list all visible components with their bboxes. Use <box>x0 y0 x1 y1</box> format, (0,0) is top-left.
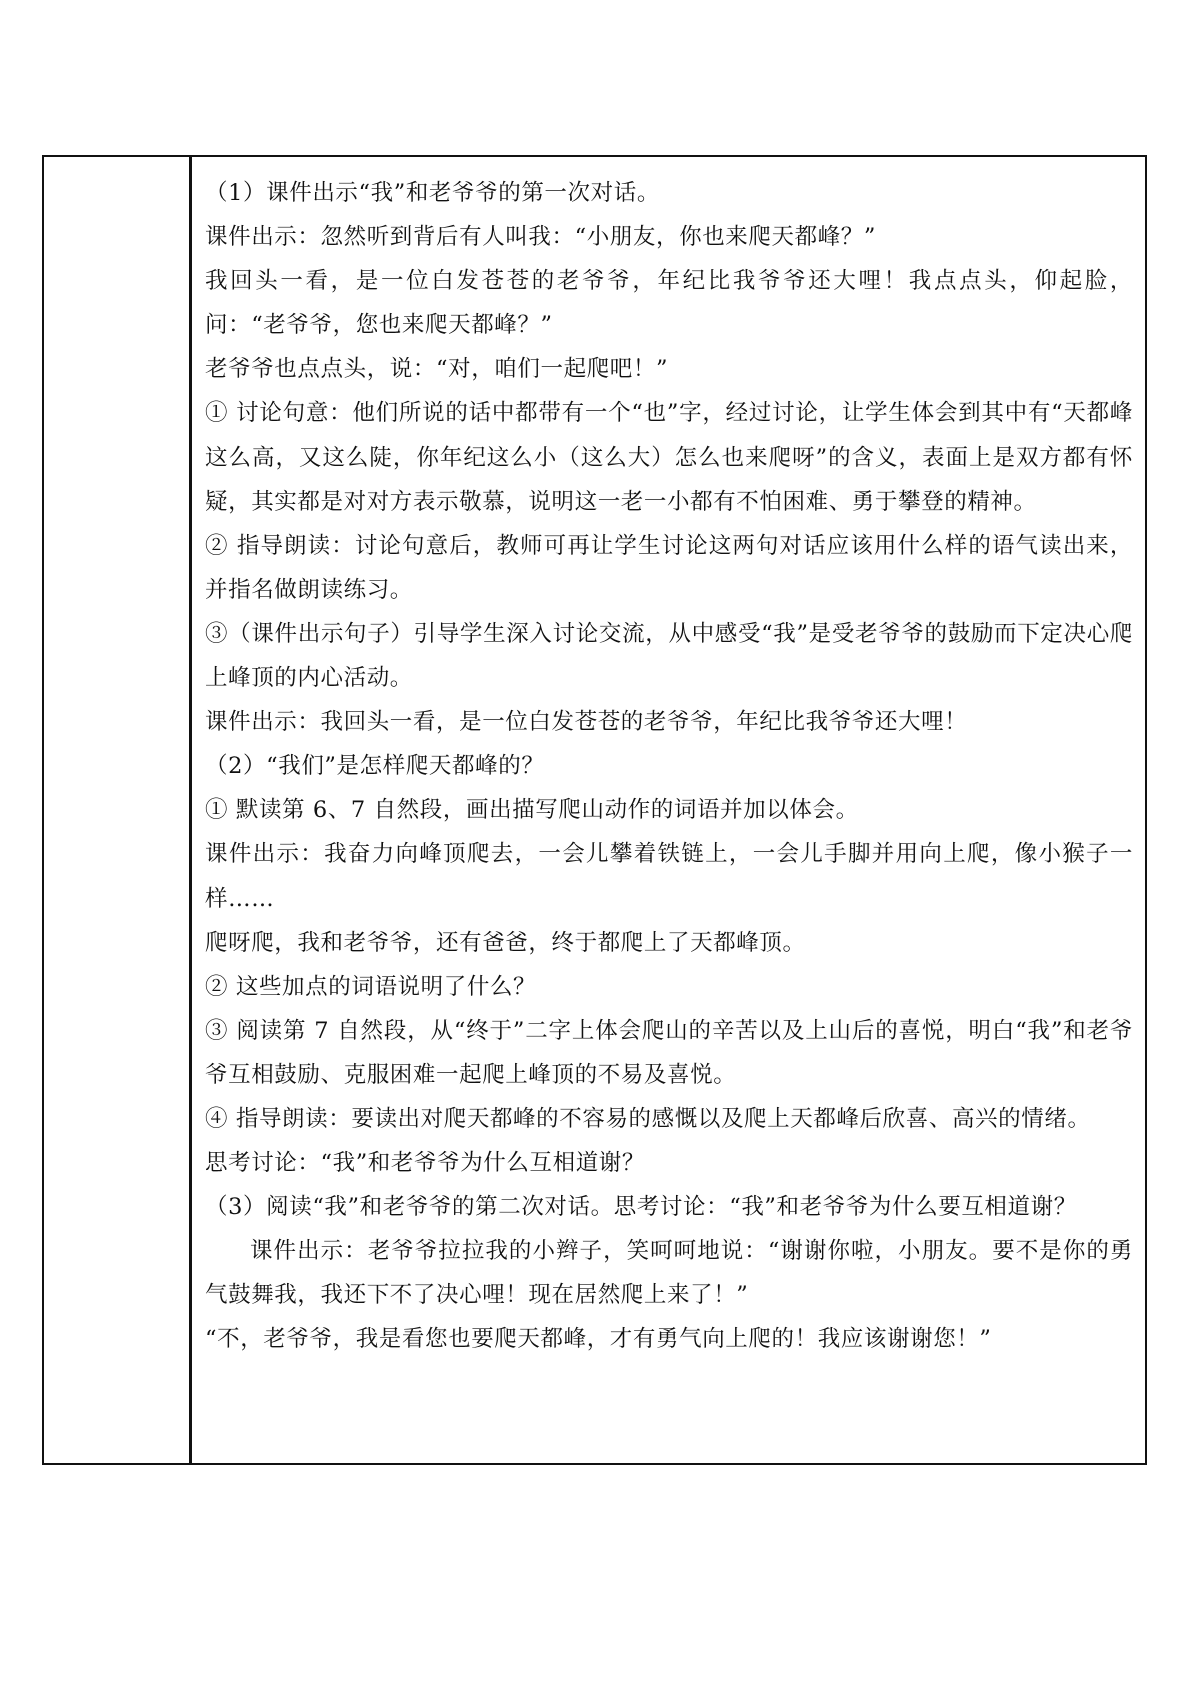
paragraph: ① 默读第 6、7 自然段，画出描写爬山动作的词语并加以体会。 <box>205 797 859 824</box>
paragraph: （3）阅读“我”和老爷爷的第二次对话。思考讨论：“我”和老爷爷为什么要互相道谢？ <box>205 1194 1077 1221</box>
paragraph: （1）课件出示“我”和老爷爷的第一次对话。 <box>205 180 660 206</box>
paragraph: 课件出示：忽然听到背后有人叫我：“小朋友，你也来爬天都峰？” <box>205 224 877 251</box>
paragraph: 课件出示：我回头一看，是一位白发苍苍的老爷爷，年纪比我爷爷还大哩！ <box>205 709 968 736</box>
paragraph: （2）“我们”是怎样爬天都峰的？ <box>205 753 545 780</box>
paragraph: 老爷爷也点点头，说：“对，咱们一起爬吧！” <box>205 356 669 383</box>
paragraph: 课件出示：我奋力向峰顶爬去，一会儿攀着铁链上，一会儿手脚并用向上爬，像小猴子一样…… <box>205 841 1133 912</box>
paragraph: 我回头一看，是一位白发苍苍的老爷爷，年纪比我爷爷还大哩！我点点头，仰起脸，问：“老爷爷，您也来爬天都峰？” <box>205 268 1133 339</box>
lesson-table <box>42 155 1147 1465</box>
table-left-cell <box>44 157 192 1463</box>
paragraph: ② 这些加点的词语说明了什么？ <box>205 973 537 1000</box>
paragraph: ③（课件出示句子）引导学生深入讨论交流，从中感受“我”是受老爷爷的鼓励而下定决心爬上峰顶的内心活动。 <box>205 620 1133 692</box>
paragraph: 课件出示：老爷爷拉拉我的小辫子，笑呵呵地说：“谢谢你啦，小朋友。要不是你的勇气鼓舞我，我还下不了决心哩！现在居然爬上来了！” <box>205 1238 1133 1309</box>
paragraph: ③ 阅读第 7 自然段，从“终于”二字上体会爬山的辛苦以及上山后的喜悦，明白“我”和老爷爷互相鼓励、克服困难一起爬上峰顶的不易及喜悦。 <box>205 1017 1133 1088</box>
paragraph: “不，老爷爷，我是看您也要爬天都峰，才有勇气向上爬的！我应该谢谢您！” <box>205 1326 992 1353</box>
paragraph: 爬呀爬，我和老爷爷，还有爸爸，终于都爬上了天都峰顶。 <box>205 929 806 956</box>
paragraph: ④ 指导朗读：要读出对爬天都峰的不容易的感慨以及爬上天都峰后欣喜、高兴的情绪。 <box>205 1105 1091 1132</box>
paragraph: ① 讨论句意：他们所说的话中都带有一个“也”字，经过讨论，让学生体会到其中有“天都峰这么高，又这么陡，你年纪这么小（这么大）怎么也来爬呀”的含义，表面上是双方都有怀疑，其实都是对对方表示敬慕，说明这一老一小都有不怕困难、勇于攀登的精神。 <box>205 400 1133 515</box>
paragraph: 思考讨论：“我”和老爷爷为什么互相道谢？ <box>205 1150 646 1177</box>
table-content-cell <box>192 157 1145 1463</box>
paragraph: ② 指导朗读：讨论句意后，教师可再让学生讨论这两句对话应该用什么样的语气读出来，并指名做朗读练习。 <box>205 532 1133 603</box>
